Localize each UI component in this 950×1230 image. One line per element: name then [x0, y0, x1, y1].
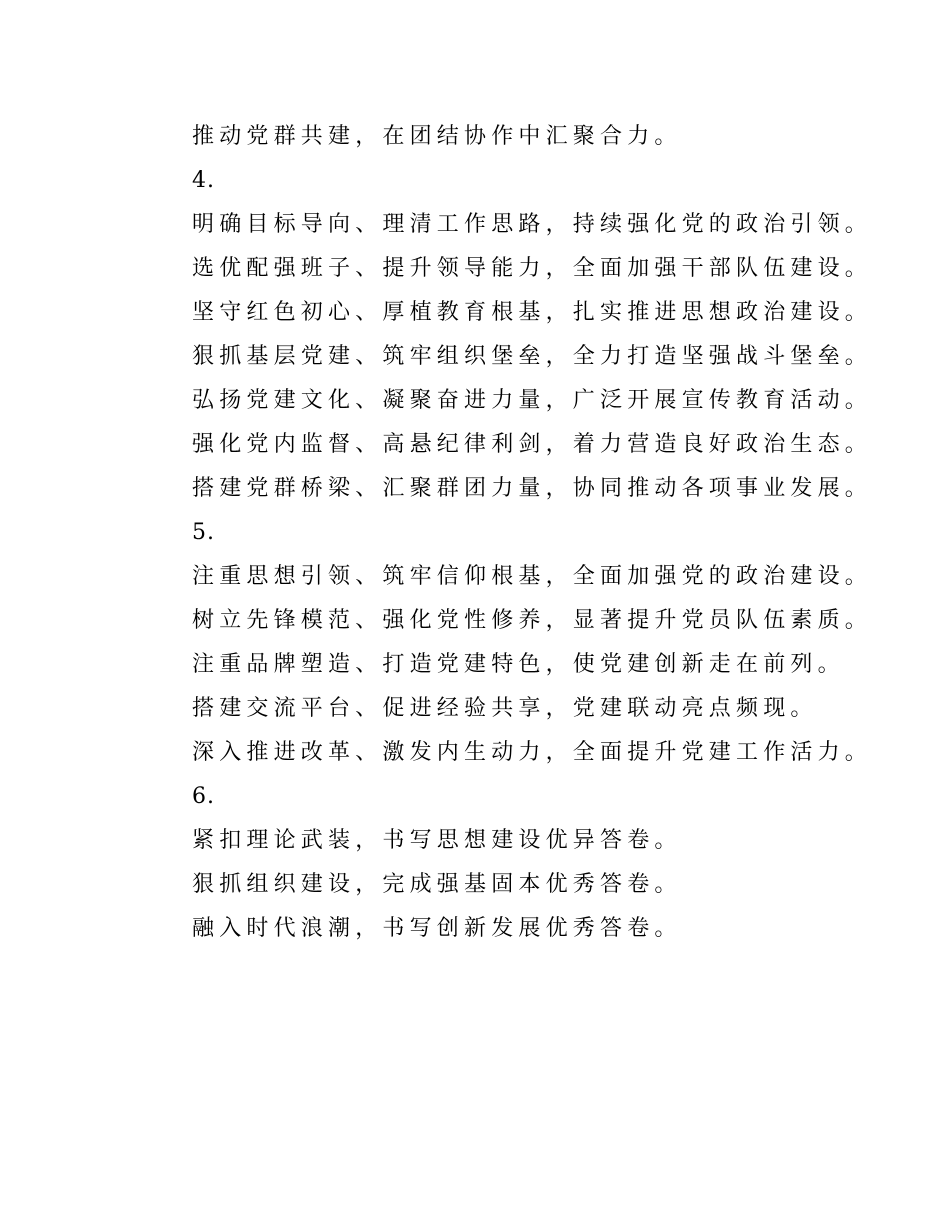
section-number: 4.	[192, 168, 215, 193]
body-line: 搭建党群桥梁、汇聚群团力量，协同推动各项事业发展。	[192, 476, 873, 501]
body-line: 融入时代浪潮，书写创新发展优秀答卷。	[192, 916, 682, 941]
section-number: 6.	[192, 784, 215, 809]
body-line: 注重品牌塑造、打造党建特色，使党建创新走在前列。	[192, 652, 845, 677]
body-line: 选优配强班子、提升领导能力，全面加强干部队伍建设。	[192, 256, 873, 281]
body-line: 紧扣理论武装，书写思想建设优异答卷。	[192, 828, 682, 853]
body-line: 明确目标导向、理清工作思路，持续强化党的政治引领。	[192, 212, 873, 237]
body-line: 推动党群共建，在团结协作中汇聚合力。	[192, 124, 682, 149]
section-number: 5.	[192, 520, 215, 545]
document-body	[192, 115, 912, 951]
body-line: 注重思想引领、筑牢信仰根基，全面加强党的政治建设。	[192, 564, 873, 589]
body-line: 树立先锋模范、强化党性修养，显著提升党员队伍素质。	[192, 608, 873, 633]
body-line: 狠抓基层党建、筑牢组织堡垒，全力打造坚强战斗堡垒。	[192, 344, 873, 369]
body-line: 搭建交流平台、促进经验共享，党建联动亮点频现。	[192, 696, 818, 721]
body-line: 坚守红色初心、厚植教育根基，扎实推进思想政治建设。	[192, 300, 873, 325]
body-line: 强化党内监督、高悬纪律利剑，着力营造良好政治生态。	[192, 432, 873, 457]
body-line: 狠抓组织建设，完成强基固本优秀答卷。	[192, 872, 682, 897]
body-line: 深入推进改革、激发内生动力，全面提升党建工作活力。	[192, 740, 873, 765]
body-line: 弘扬党建文化、凝聚奋进力量，广泛开展宣传教育活动。	[192, 388, 873, 413]
